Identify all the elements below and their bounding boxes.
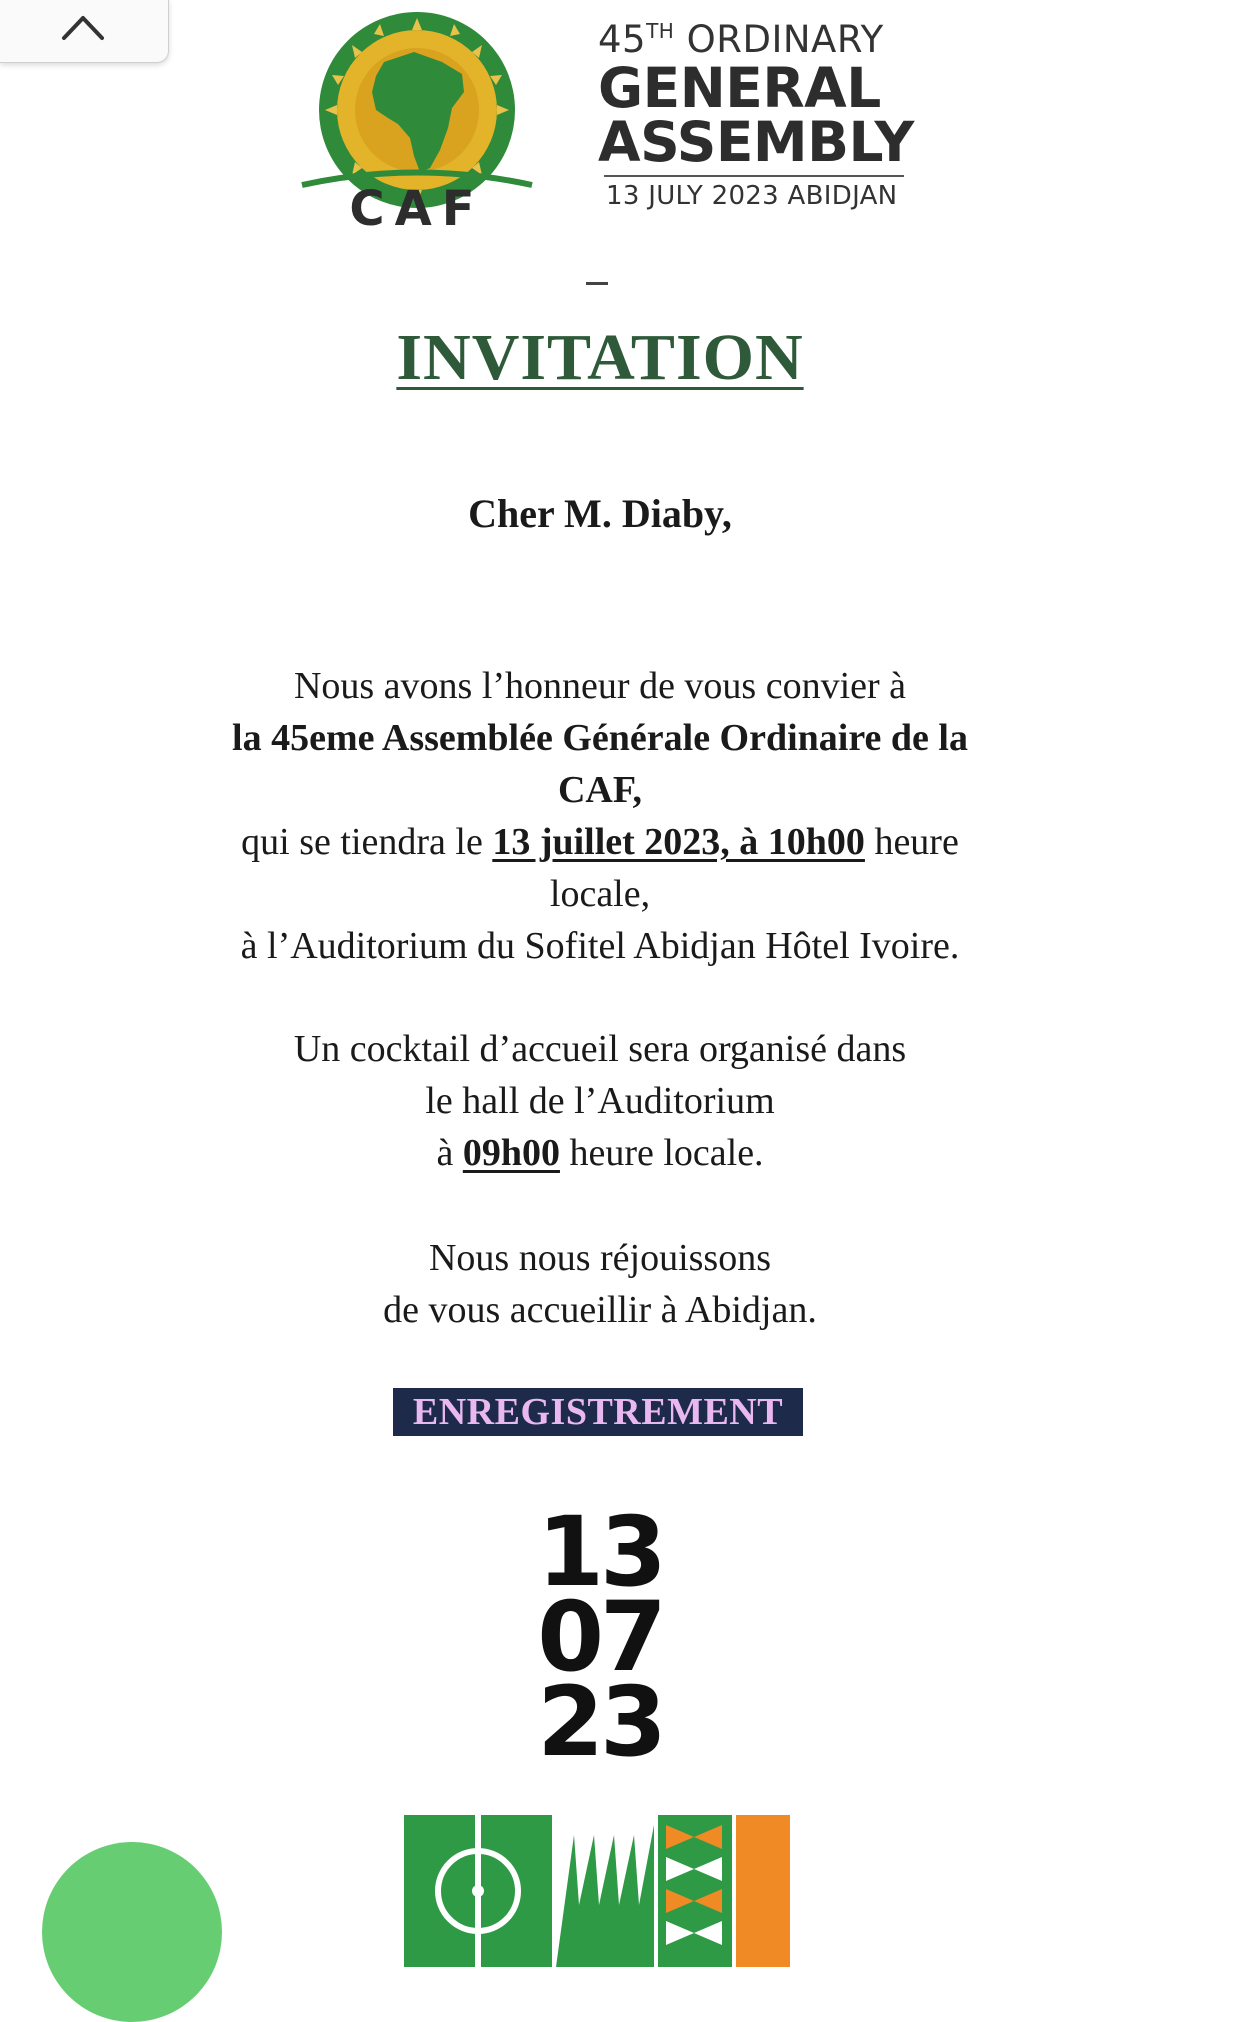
- greeting: Cher M. Diaby,: [468, 491, 732, 536]
- event-datetime: 13 juillet 2023, à 10h00: [492, 821, 865, 863]
- invitation-paragraph-3: Nous nous réjouissons de vous accueillir à Abidjan.: [383, 1237, 817, 1331]
- invitation-paragraph-2: Un cocktail d’accueil sera organisé dans le hall de l’Auditorium à 09h00 heure locale.: [293, 1028, 907, 1174]
- floating-action-button[interactable]: [42, 1842, 222, 2022]
- assembly-line-3: ASSEMBLY: [598, 110, 914, 174]
- assembly-line-1: 45TH ORDINARY: [598, 18, 884, 61]
- cocktail-time: 09h00: [462, 1132, 560, 1174]
- assembly-date-place: 13 JULY 2023 ABIDJAN: [606, 181, 898, 211]
- invitation-title: INVITATION: [396, 321, 804, 394]
- assembly-header: [598, 18, 918, 211]
- chevron-up-icon: [60, 10, 106, 46]
- date-year: 23: [537, 1666, 663, 1778]
- date-day: 13: [537, 1496, 663, 1608]
- divider-dash: [586, 282, 608, 285]
- assembly-divider: [604, 175, 904, 177]
- svg-text:CAF: CAF: [349, 181, 485, 235]
- register-link[interactable]: ENREGISTREMENT: [393, 1388, 803, 1436]
- invitation-paragraph-1: Nous avons l’honneur de vous convier à la 45eme Assemblée Générale Ordinaire de la CAF, qui se tiendra le 13 juillet 2023, à 10h00 heure locale, à l’Auditorium du Sofitel Abidjan Hôtel Ivoire.: [232, 665, 968, 967]
- date-month: 07: [537, 1581, 663, 1693]
- ivory-coast-emblem: [404, 1815, 790, 1967]
- assembly-line-2: GENERAL: [598, 56, 881, 120]
- caf-logo: [292, 0, 542, 235]
- collapse-button[interactable]: [0, 0, 169, 63]
